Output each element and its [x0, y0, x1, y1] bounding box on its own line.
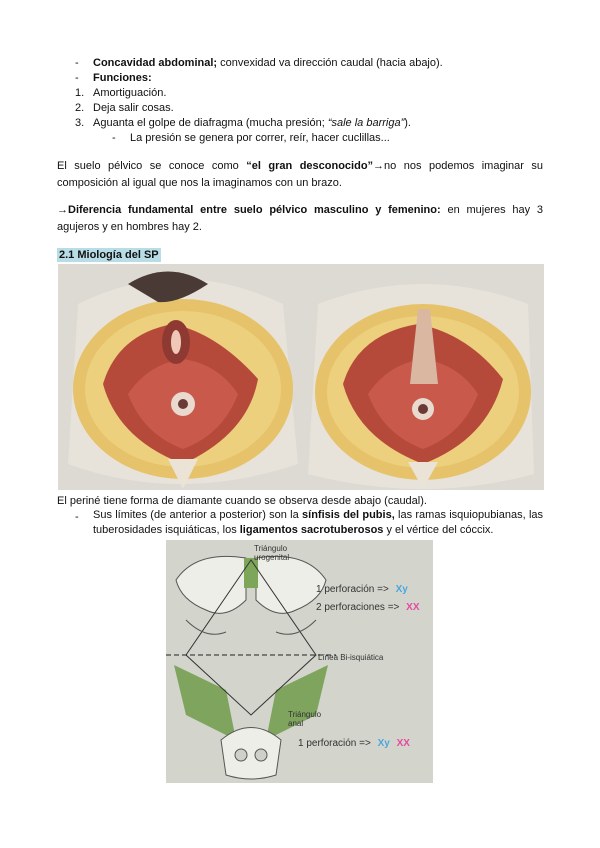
sinfisis-bold: sínfisis del pubis,: [302, 509, 395, 521]
paragraph-diamante: El periné tiene forma de diamante cuando se observa desde abajo (caudal).: [57, 495, 427, 507]
concavidad-text: convexidad va dirección caudal (hacia abajo).: [217, 57, 443, 69]
pelvic-floor-illustration: [58, 264, 544, 490]
perineum-diagram: [166, 540, 433, 783]
limites-text: Sus límites (de anterior a posterior) son la: [93, 509, 303, 521]
dash-marker: -: [75, 511, 79, 523]
xy-chromosome-label: Xy: [395, 584, 408, 595]
para1-bold: “el gran desconocido”: [246, 160, 374, 172]
item-italic: “sale la barriga”: [327, 117, 405, 129]
paragraph-desconocido: [57, 158, 543, 192]
para2-bold: →Diferencia fundamental entre suelo pélvico masculino y femenino:: [57, 204, 441, 216]
item-text: Aguanta el golpe de diafragma (mucha presión;: [93, 117, 328, 129]
item-text: Amortiguación.: [93, 87, 167, 99]
male-pelvic-floor: [308, 284, 534, 489]
female-pelvic-floor: [68, 272, 298, 490]
limites-text-end: y el vértice del cóccix.: [383, 524, 494, 536]
xx-chromosome-label: XX: [406, 602, 420, 613]
label-perforacion-3: [298, 738, 410, 749]
label-linea-bi-isquiatica: Línea Bi-isquiática: [318, 653, 384, 662]
item-text-end: ).: [404, 117, 411, 129]
paragraph-diferencia: [57, 202, 543, 236]
label-anal: Triángulo anal: [288, 710, 322, 728]
item-number: 3.: [75, 117, 85, 129]
label-urogenital: Triángulo urogenital: [254, 544, 290, 562]
para1-text: El suelo pélvico se conoce como: [57, 160, 247, 172]
label-perforacion-1: [316, 584, 408, 595]
perf1-text: 1 perforación =>: [316, 584, 389, 595]
dash-marker: -: [75, 57, 79, 69]
funciones-heading: Funciones:: [93, 72, 152, 84]
section-heading: 2.1 Miología del SP: [59, 249, 159, 261]
bullet-limites: [93, 508, 543, 538]
para1-text-end: →no nos podemos imaginar su composición al igual que nos la imaginamos con un brazo.: [57, 160, 544, 189]
label-perforaciones-2: [316, 602, 420, 613]
ligamentos-bold: ligamentos sacrotuberosos: [239, 524, 384, 536]
dash-marker: -: [112, 132, 116, 144]
item-number: 1.: [75, 87, 85, 99]
para2-text: en mujeres hay 3 agujeros y en hombres hay 2.: [57, 204, 544, 233]
item-number: 2.: [75, 102, 85, 114]
dash-marker: -: [75, 72, 79, 84]
perf3-text: 1 perforación =>: [298, 738, 371, 749]
concavidad-bold: Concavidad abdominal;: [93, 57, 218, 69]
perf2-text: 2 perforaciones =>: [316, 602, 400, 613]
xy-chromosome-label: Xy: [377, 738, 390, 749]
sub-bullet-text: La presión se genera por correr, reír, hacer cuclillas...: [130, 132, 390, 144]
limites-text-mid: las ramas isquiopubianas, las tuberosidades isquiáticas, los: [93, 509, 544, 536]
item-text: Deja salir cosas.: [93, 102, 174, 114]
pelvic-muscles-figure: [58, 264, 544, 490]
xx-chromosome-label: XX: [396, 738, 410, 749]
